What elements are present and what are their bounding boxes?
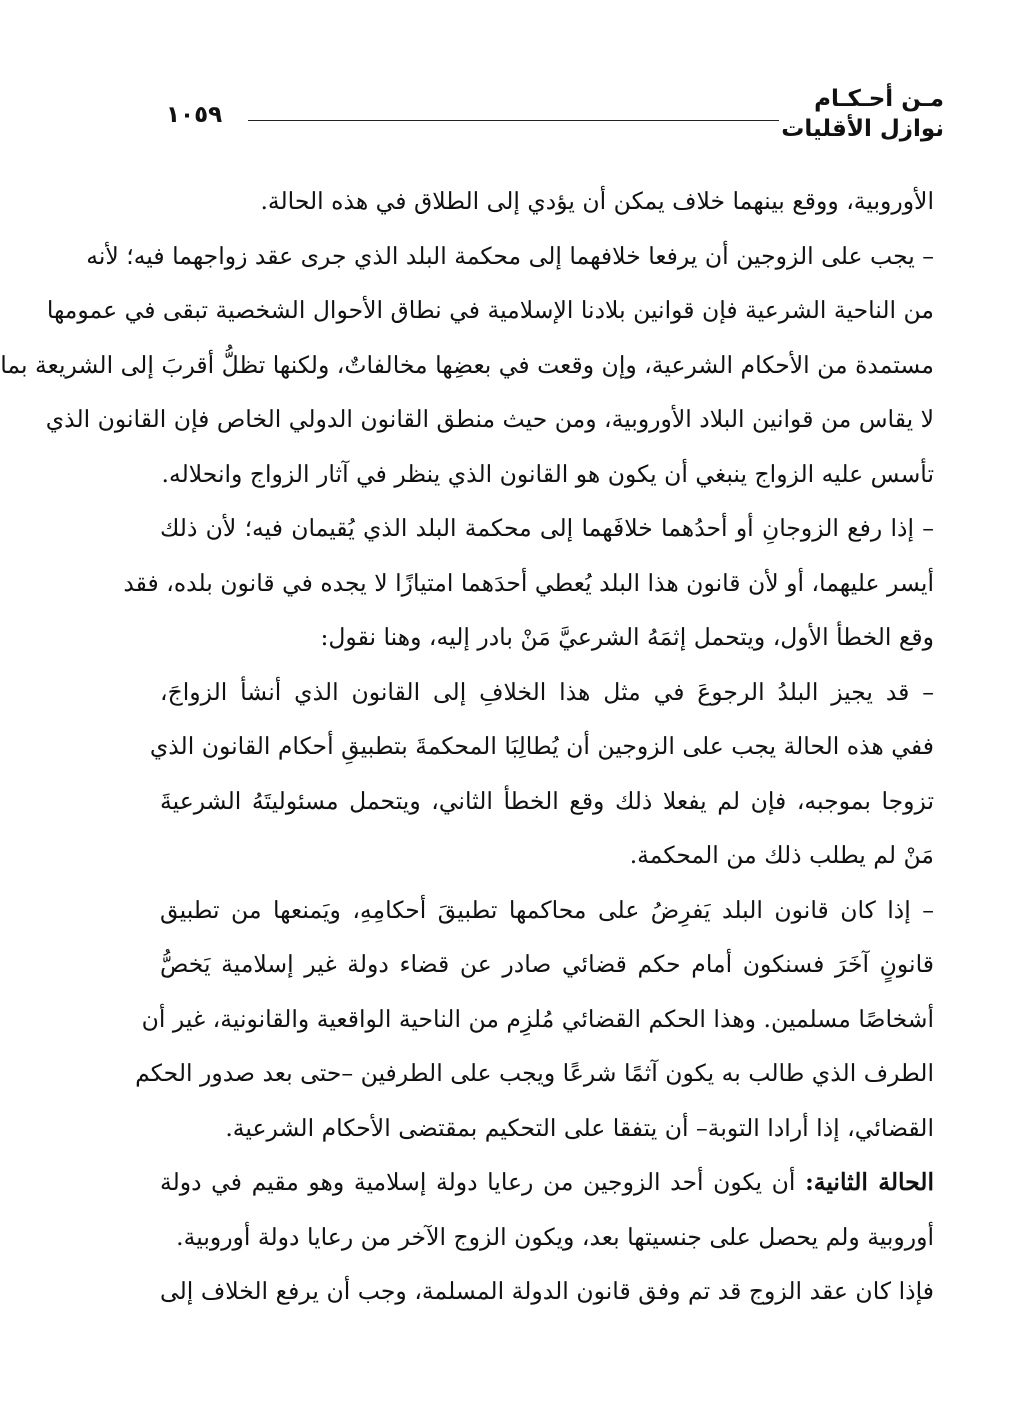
text-line: من الناحية الشرعية فإن قوانين بلادنا الإسلامية في نطاق الأحوال الشخصية تبقى في عمومها — [46, 296, 934, 324]
text-line: – يجب على الزوجين أن يرفعا خلافهما إلى محكمة البلد الذي جرى عقد زواجهما فيه؛ لأنه — [86, 241, 934, 270]
text-line: قانونٍ آخَرَ فسنكون أمام حكم قضائي صادر عن قضاء دولة غير إسلامية يَخصُّ — [160, 950, 934, 978]
section-heading-text: أن يكون أحد الزوجين من رعايا دولة إسلامية وهو مقيم في دولة — [160, 1168, 806, 1196]
section-heading-line — [160, 1155, 934, 1210]
running-header — [166, 84, 944, 164]
text-line: – إذا كان قانون البلد يَفرِضُ على محاكمها تطبيقَ أحكامِهِ، ويَمنعها من تطبيق — [160, 895, 934, 924]
book-title — [781, 84, 944, 144]
text-line: أيسر عليهما، أو لأن قانون هذا البلد يُعطي أحدَهما امتيازًا لا يجده في قانون بلده، فقد — [123, 568, 934, 597]
text-line: القضائي، إذا أرادا التوبة– أن يتفقا على التحكيم بمقتضى الأحكام الشرعية. — [225, 1113, 934, 1142]
body-text — [0, 174, 934, 1319]
page-number: ١٠٥٩ — [166, 102, 223, 128]
book-title-line-1: مـن أحـكـام — [814, 86, 944, 112]
text-line: أشخاصًا مسلمين. وهذا الحكم القضائي مُلزِم من الناحية الواقعية والقانونية، غير أن — [141, 1004, 934, 1033]
book-title-line-2: نوازل الأقليات — [781, 116, 944, 142]
section-heading: الحالة الثانية: — [805, 1168, 934, 1196]
text-line: الأوروبية، ووقع بينهما خلاف يمكن أن يؤدي إلى الطلاق في هذه الحالة. — [260, 187, 934, 215]
text-line: – إذا رفع الزوجانِ أو أحدُهما خلافَهما إلى محكمة البلد الذي يُقيمان فيه؛ لأن ذلك — [160, 514, 934, 542]
header-rule — [248, 120, 779, 121]
text-line: تزوجا بموجبه، فإن لم يفعلا ذلك وقع الخطأ الثاني، ويتحمل مسئوليتَهُ الشرعيةَ — [160, 786, 934, 815]
text-line: ففي هذه الحالة يجب على الزوجين أن يُطالِبَا المحكمةَ بتطبيقِ أحكام القانون الذي — [149, 732, 934, 760]
text-line: وقع الخطأ الأول، ويتحمل إثمَهُ الشرعيَّ مَنْ بادر إليه، وهنا نقول: — [320, 623, 934, 651]
text-line: الطرف الذي طالب به يكون آثمًا شرعًا ويجب على الطرفين –حتى بعد صدور الحكم — [135, 1059, 934, 1087]
text-line: تأسس عليه الزواج ينبغي أن يكون هو القانون الذي ينظر في آثار الزواج وانحلاله. — [161, 459, 934, 488]
text-line: أوروبية ولم يحصل على جنسيتها بعد، ويكون الزوج الآخر من رعايا دولة أوروبية. — [176, 1222, 934, 1251]
text-line: – قد يجيز البلدُ الرجوعَ في مثل هذا الخلافِ إلى القانون الذي أنشأ الزواجَ، — [160, 677, 934, 706]
text-line: مستمدة من الأحكام الشرعية، وإن وقعت في بعضِها مخالفاتٌ، ولكنها تظلُّ أقربَ إلى الشريعة بما — [0, 350, 934, 379]
text-line: مَنْ لم يطلب ذلك من المحكمة. — [629, 841, 934, 869]
text-line: فإذا كان عقد الزوج قد تم وفق قانون الدولة المسلمة، وجب أن يرفع الخلاف إلى — [160, 1277, 934, 1305]
text-line: لا يقاس من قوانين البلاد الأوروبية، ومن حيث منطق القانون الدولي الخاص فإن القانون الذي — [45, 405, 934, 433]
